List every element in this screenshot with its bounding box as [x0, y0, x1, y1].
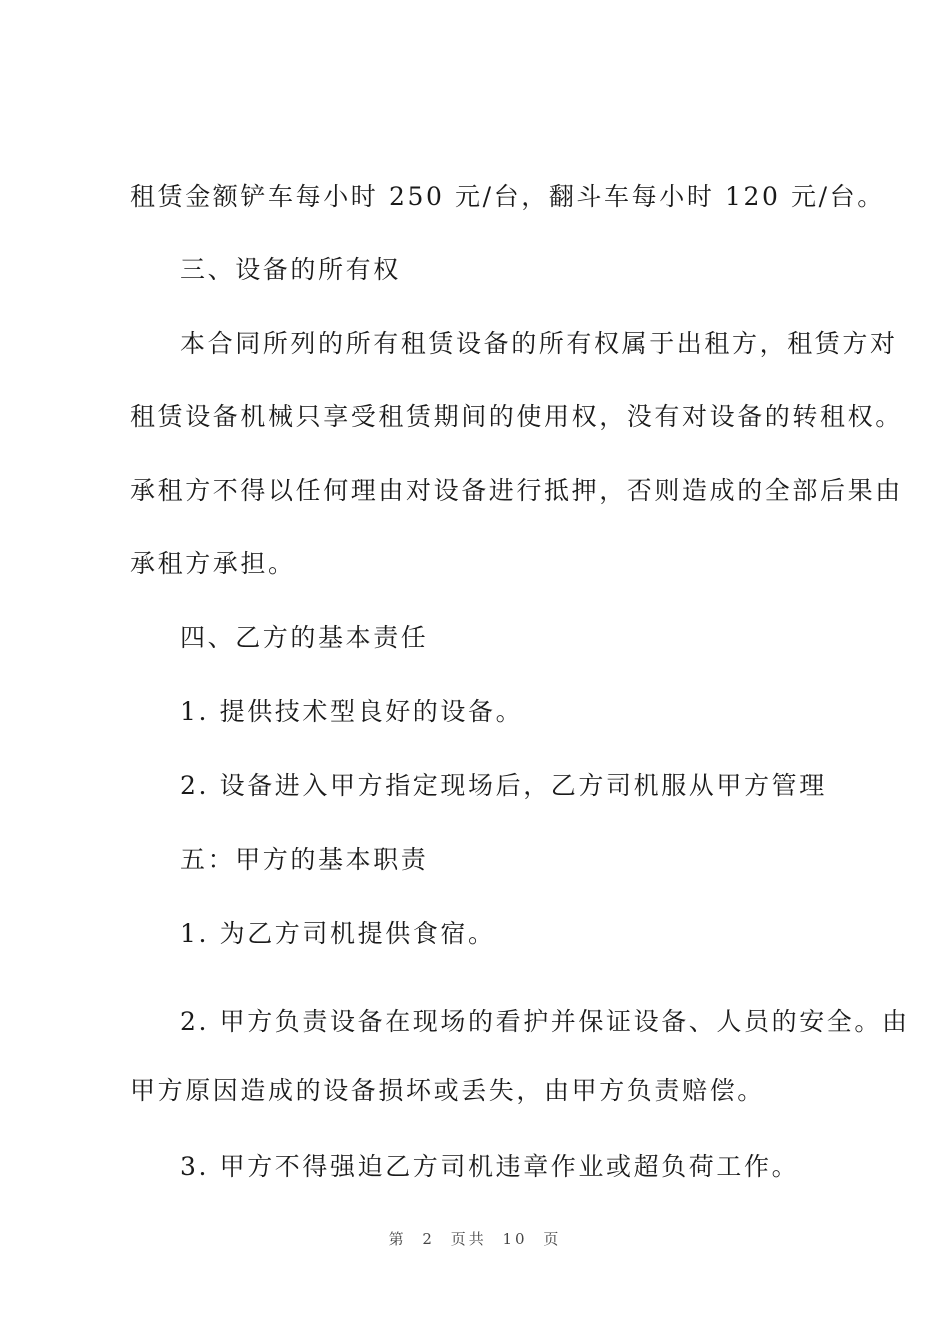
text-line-party-b-1: 1. 提供技术型良好的设备。 — [180, 697, 524, 726]
section-heading-party-b: 四、乙方的基本责任 — [180, 623, 429, 652]
section-heading-party-a: 五：甲方的基本职责 — [180, 845, 429, 874]
text-line-party-a-2: 2. 甲方负责设备在现场的看护并保证设备、人员的安全。由 — [180, 1007, 910, 1036]
text-line-ownership-3: 承租方不得以任何理由对设备进行抵押，否则造成的全部后果由 — [130, 476, 903, 505]
text-line-party-a-3: 3. 甲方不得强迫乙方司机违章作业或超负荷工作。 — [180, 1152, 800, 1181]
section-heading-ownership: 三、设备的所有权 — [180, 255, 401, 284]
text-line-party-a-1: 1. 为乙方司机提供食宿。 — [180, 919, 496, 948]
text-line-party-a-2-cont: 甲方原因造成的设备损坏或丢失，由甲方负责赔偿。 — [130, 1076, 765, 1105]
page-number-footer: 第 2 页共 10 页 — [388, 1230, 562, 1248]
text-line-ownership-2: 租赁设备机械只享受租赁期间的使用权，没有对设备的转租权。 — [130, 402, 903, 431]
text-line-ownership-4: 承租方承担。 — [130, 549, 296, 578]
text-line-rental-amount: 租赁金额铲车每小时 250 元/台，翻斗车每小时 120 元/台。 — [130, 182, 885, 211]
text-line-ownership-1: 本合同所列的所有租赁设备的所有权属于出租方，租赁方对 — [180, 329, 898, 358]
text-line-party-b-2: 2. 设备进入甲方指定现场后，乙方司机服从甲方管理 — [180, 771, 827, 800]
